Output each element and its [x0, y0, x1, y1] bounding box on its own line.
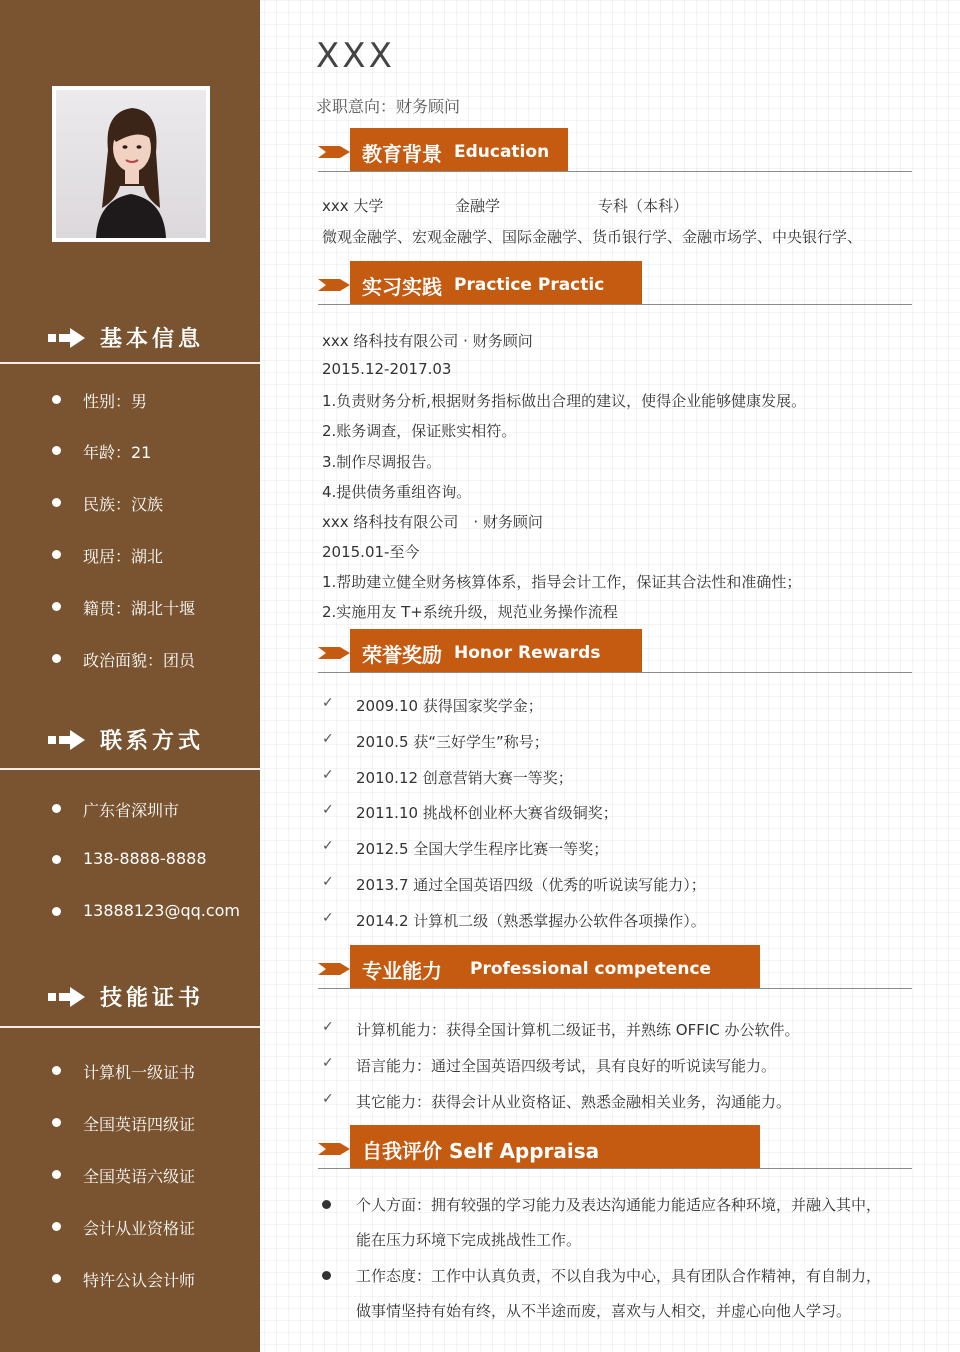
section-banner: [350, 261, 642, 305]
practice-line: 2015.01-至今: [322, 543, 420, 561]
arrow-right-icon: [48, 328, 86, 348]
contact-address: 广东省深圳市: [0, 796, 260, 822]
bullet-icon: [52, 1066, 61, 1075]
skill-cert-item: 全国英语四级证: [0, 1110, 260, 1136]
section-skills-heading: [0, 977, 260, 1017]
bullet-icon: [52, 395, 61, 404]
practice-line: 2.实施用友 T+系统升级，规范业务操作流程: [322, 603, 618, 621]
skills-title: 技能证书: [100, 986, 205, 1011]
basic-info-title: 基本信息: [100, 327, 205, 352]
bullet-icon: [52, 446, 61, 455]
practice-line: 1.负责财务分析,根据财务指标做出合理的建议，使得企业能够健康发展。: [322, 392, 807, 410]
section-rule: [318, 304, 912, 305]
bullet-icon: [52, 654, 61, 663]
basic-info-political: 政治面貌：团员: [0, 646, 260, 672]
banner-arrow-icon: [318, 1141, 352, 1157]
banner-arrow-icon: [318, 645, 352, 661]
section-banner: [350, 945, 760, 989]
practice-line: 3.制作尽调报告。: [322, 453, 442, 471]
section-title-en: Professional competence: [470, 959, 712, 979]
section-contact-heading: [0, 720, 260, 760]
bullet-icon: [52, 602, 61, 611]
basic-info-age: 年龄：21: [0, 438, 260, 464]
contact-phone[interactable]: 138-8888-8888: [0, 847, 260, 873]
contact-email[interactable]: 13888123@qq.com: [0, 899, 260, 925]
bullet-icon: [52, 855, 61, 864]
check-icon: ✓: [322, 695, 334, 711]
education-degree: 专科（本科）: [598, 197, 689, 215]
contact-title: 联系方式: [100, 729, 205, 754]
arrow-right-icon: [48, 987, 86, 1007]
check-icon: ✓: [322, 910, 334, 926]
section-banner: [350, 1125, 760, 1169]
practice-line: 2015.12-2017.03: [322, 360, 452, 378]
check-icon: ✓: [322, 1091, 334, 1107]
bullet-icon: [52, 550, 61, 559]
check-icon: ✓: [322, 1019, 334, 1035]
check-icon: ✓: [322, 731, 334, 747]
basic-info-hometown: 籍贯：湖北十堰: [0, 594, 260, 620]
education-courses: 微观金融学、宏观金融学、国际金融学、货币银行学、金融市场学、中央银行学、: [322, 228, 863, 246]
section-banner: [350, 629, 642, 673]
section-title-cn: 教育背景: [362, 142, 442, 166]
skill-cert-item: 计算机一级证书: [0, 1058, 260, 1084]
banner-arrow-icon: [318, 144, 352, 160]
sidebar: [0, 0, 260, 1352]
skill-cert-item: 特许公认会计师: [0, 1266, 260, 1292]
section-title: 自我评价 Self Appraisa: [362, 1139, 600, 1163]
check-icon: ✓: [322, 838, 334, 854]
basic-info-ethnicity: 民族：汉族: [0, 490, 260, 516]
section-title-cn: 专业能力: [362, 959, 442, 983]
bullet-icon: [52, 804, 61, 813]
section-rule: [318, 988, 912, 989]
section-rule: [318, 672, 912, 673]
bullet-icon: [52, 498, 61, 507]
basic-info-gender: 性别：男: [0, 387, 260, 413]
section-title-en: Education: [454, 142, 550, 162]
practice-line: 2.账务调查，保证账实相符。: [322, 422, 517, 440]
check-icon: ✓: [322, 874, 334, 890]
portrait-illustration: [56, 90, 206, 238]
divider: [0, 768, 260, 770]
candidate-name: XXX: [316, 36, 395, 76]
divider: [0, 362, 260, 364]
skill-cert-item: 全国英语六级证: [0, 1162, 260, 1188]
job-objective: 求职意向：财务顾问: [316, 97, 461, 116]
section-title-en: Honor Rewards: [454, 643, 601, 663]
bullet-icon: [52, 1274, 61, 1283]
practice-line: xxx 络科技有限公司 · 财务顾问: [322, 513, 543, 531]
section-basic-info-heading: [0, 318, 260, 358]
profile-photo: [56, 90, 206, 238]
section-title-cn: 荣誉奖励: [362, 643, 442, 667]
practice-line: xxx 络科技有限公司 · 财务顾问: [322, 332, 533, 350]
profile-photo-frame: [52, 86, 210, 242]
practice-line: 4.提供债务重组咨询。: [322, 483, 472, 501]
banner-arrow-icon: [318, 961, 352, 977]
section-rule: [318, 171, 912, 172]
section-title-cn: 实习实践: [362, 275, 442, 299]
education-major: 金融学: [455, 197, 501, 215]
bullet-icon: [322, 1200, 331, 1209]
skill-cert-item: 会计从业资格证: [0, 1214, 260, 1240]
bullet-icon: [322, 1271, 331, 1280]
check-icon: ✓: [322, 1055, 334, 1071]
bullet-icon: [52, 1222, 61, 1231]
check-icon: ✓: [322, 802, 334, 818]
practice-line: 1.帮助建立健全财务核算体系，指导会计工作，保证其合法性和准确性；: [322, 573, 802, 591]
section-rule: [318, 1168, 912, 1169]
banner-arrow-icon: [318, 277, 352, 293]
bullet-icon: [52, 1118, 61, 1127]
divider: [0, 1026, 260, 1028]
section-title-en: Practice Practic: [454, 275, 605, 295]
bullet-icon: [52, 1170, 61, 1179]
check-icon: ✓: [322, 767, 334, 783]
education-school: xxx 大学: [322, 197, 384, 215]
bullet-icon: [52, 907, 61, 916]
basic-info-residence: 现居：湖北: [0, 542, 260, 568]
section-banner: [350, 128, 568, 172]
arrow-right-icon: [48, 730, 86, 750]
